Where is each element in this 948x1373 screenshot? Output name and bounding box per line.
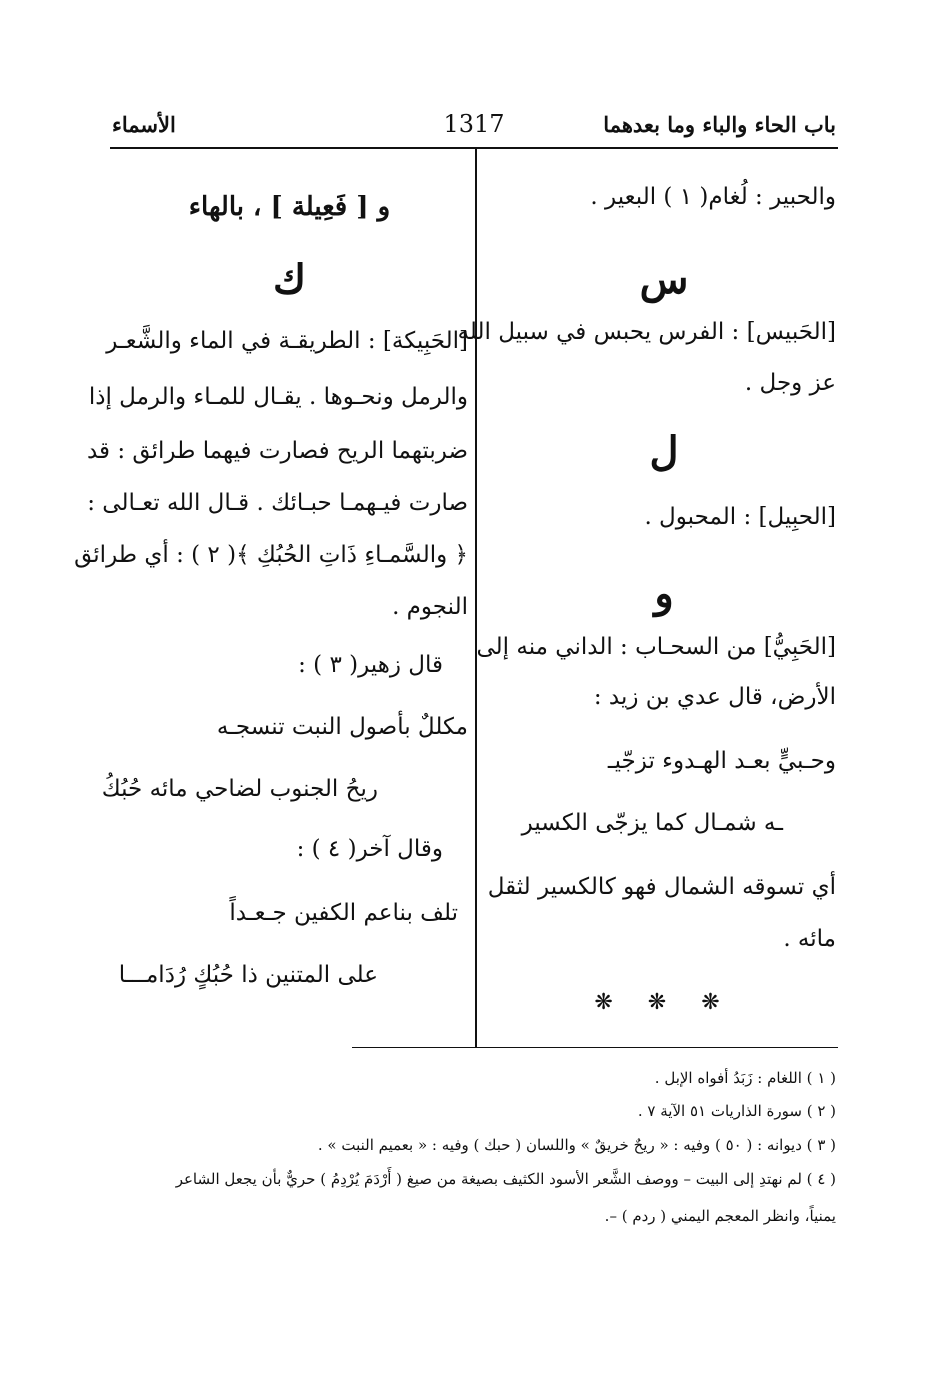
footnote: ( ٢ ) سورة الذاريات ٥١ الآية ٧ . bbox=[637, 1102, 836, 1120]
entry-line: عز وجل . bbox=[744, 370, 836, 396]
verse-line: ريحُ الجنوب لضاحي مائه حُبُكُ bbox=[101, 776, 378, 802]
section-title: و [ فَعِيلة ] ، بالهاء bbox=[188, 192, 391, 222]
entry-line: [الحَبيس] : الفرس يحبس في سبيل الله bbox=[457, 319, 836, 345]
footnote: ( ١ ) اللغام : زَبَدُ أفواه الإبل . bbox=[654, 1069, 836, 1087]
verse-line: مكللٌ بأصول النبت تنسجـه bbox=[216, 714, 468, 740]
entry-line: [الحَبِيُّ] من السحـاب : الداني منه إلى bbox=[476, 634, 836, 660]
entry-line: مائه . bbox=[783, 926, 836, 952]
entry-line: ﴿ والسَّمـاءِ ذَاتِ الحُبُكِ ﴾( ٢ ) : أي طرائق bbox=[74, 542, 468, 568]
footnote: يمنياً، وانظر المعجم اليمني ( ردم ) –. bbox=[604, 1207, 836, 1225]
footnote: ( ٤ ) لم نهتدِ إلى البيت – ووصف الشَّعر الأسود الكثيف بصيغة من صيغ ( أَرْدَمَ يُرْدِمُ ) حريٌّ بأن يجعل الشاعر bbox=[175, 1170, 836, 1188]
section-letter: ل bbox=[649, 428, 679, 475]
section-letter: ك bbox=[273, 256, 306, 303]
entry-line: النجوم . bbox=[392, 594, 468, 620]
footnote-rule bbox=[352, 1047, 838, 1048]
entry-line: صارت فيـهمـا حبـائك . قـال الله تعـالى : bbox=[87, 490, 468, 516]
running-header-section: الأسماء bbox=[112, 112, 176, 137]
section-letter: و bbox=[654, 570, 674, 617]
entry-line: الأرض، قال عدي بن زيد : bbox=[593, 684, 836, 710]
section-end-ornament: ❋ ❋ ❋ bbox=[594, 990, 734, 1015]
section-letter: س bbox=[639, 256, 689, 303]
verse-line: وحـبيٍّ بعـد الهـدوء تزجّيـ bbox=[607, 748, 836, 774]
header-rule bbox=[110, 147, 838, 149]
verse-line: تلف بناعم الكفين جـعـداً bbox=[229, 900, 458, 926]
entry-line: والرمل ونحـوها . يقـال للمـاء والرمل إذا bbox=[88, 384, 468, 410]
entry-line: قال زهير( ٣ ) : bbox=[298, 652, 443, 678]
page-number: 1317 bbox=[443, 110, 505, 138]
entry-line: [الحَبِيكة] : الطريقـة في الماء والشَّعـر bbox=[106, 328, 468, 354]
entry-line: [الحبِيل] : المحبول . bbox=[644, 504, 836, 530]
verse-line: ـه شمـال كما يزجّى الكسير bbox=[521, 810, 783, 836]
entry-line: أي تسوقه الشمال فهو كالكسير لثقل bbox=[487, 874, 836, 900]
running-header-chapter: باب الحاء والباء وما بعدهما bbox=[603, 112, 836, 137]
column-divider bbox=[475, 149, 477, 1047]
entry-line: وقال آخر( ٤ ) : bbox=[296, 836, 443, 862]
entry-line: والحبير : لُغام( ١ ) البعير . bbox=[590, 184, 836, 210]
footnote: ( ٣ ) ديوانه : ( ٥٠ ) وفيه : « ريحٌ خريقٌ » واللسان ( حبك ) وفيه : « بعميم النبت » . bbox=[317, 1136, 836, 1154]
entry-line: ضربتهما الريح فصارت فيهما طرائق : قد bbox=[86, 438, 468, 464]
verse-line: على المتنين ذا حُبُكٍ رُدَامـــا bbox=[118, 962, 378, 988]
